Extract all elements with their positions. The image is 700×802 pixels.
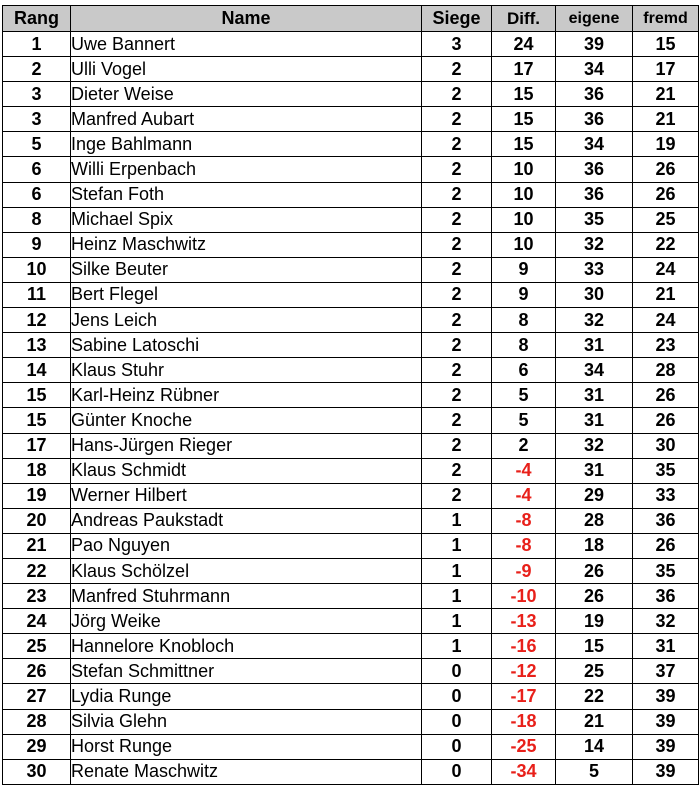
standings-table bbox=[2, 5, 699, 785]
cell-name: Jens Leich bbox=[71, 308, 422, 333]
cell-rang: 23 bbox=[3, 584, 71, 609]
cell-siege: 0 bbox=[422, 709, 492, 734]
table-row bbox=[3, 634, 699, 659]
cell-fremd: 17 bbox=[633, 57, 699, 82]
cell-siege: 2 bbox=[422, 232, 492, 257]
cell-rang: 8 bbox=[3, 207, 71, 232]
cell-fremd: 39 bbox=[633, 684, 699, 709]
header-rang: Rang bbox=[3, 6, 71, 32]
cell-rang: 25 bbox=[3, 634, 71, 659]
cell-name: Pao Nguyen bbox=[71, 533, 422, 558]
cell-eigene: 33 bbox=[556, 257, 633, 282]
cell-rang: 2 bbox=[3, 57, 71, 82]
table-row bbox=[3, 734, 699, 759]
cell-name: Inge Bahlmann bbox=[71, 132, 422, 157]
cell-fremd: 15 bbox=[633, 32, 699, 57]
header-siege: Siege bbox=[422, 6, 492, 32]
cell-diff: -4 bbox=[492, 458, 556, 483]
cell-diff: -9 bbox=[492, 558, 556, 583]
cell-fremd: 22 bbox=[633, 232, 699, 257]
cell-name: Ulli Vogel bbox=[71, 57, 422, 82]
table-row bbox=[3, 508, 699, 533]
cell-siege: 2 bbox=[422, 408, 492, 433]
cell-eigene: 28 bbox=[556, 508, 633, 533]
cell-name: Silvia Glehn bbox=[71, 709, 422, 734]
cell-diff: 24 bbox=[492, 32, 556, 57]
cell-fremd: 25 bbox=[633, 207, 699, 232]
cell-siege: 2 bbox=[422, 182, 492, 207]
cell-name: Stefan Foth bbox=[71, 182, 422, 207]
cell-fremd: 36 bbox=[633, 508, 699, 533]
cell-rang: 19 bbox=[3, 483, 71, 508]
cell-name: Michael Spix bbox=[71, 207, 422, 232]
table-row bbox=[3, 433, 699, 458]
cell-siege: 2 bbox=[422, 157, 492, 182]
table-row bbox=[3, 533, 699, 558]
cell-rang: 15 bbox=[3, 383, 71, 408]
cell-rang: 13 bbox=[3, 333, 71, 358]
cell-rang: 27 bbox=[3, 684, 71, 709]
cell-diff: -25 bbox=[492, 734, 556, 759]
cell-fremd: 35 bbox=[633, 558, 699, 583]
cell-eigene: 14 bbox=[556, 734, 633, 759]
cell-eigene: 5 bbox=[556, 759, 633, 784]
table-row bbox=[3, 333, 699, 358]
cell-eigene: 36 bbox=[556, 107, 633, 132]
header-diff: Diff. bbox=[492, 6, 556, 32]
cell-rang: 5 bbox=[3, 132, 71, 157]
cell-diff: 15 bbox=[492, 82, 556, 107]
cell-fremd: 32 bbox=[633, 609, 699, 634]
cell-siege: 1 bbox=[422, 533, 492, 558]
cell-fremd: 30 bbox=[633, 433, 699, 458]
cell-name: Heinz Maschwitz bbox=[71, 232, 422, 257]
table-row bbox=[3, 182, 699, 207]
cell-rang: 26 bbox=[3, 659, 71, 684]
cell-diff: -4 bbox=[492, 483, 556, 508]
cell-name: Uwe Bannert bbox=[71, 32, 422, 57]
cell-eigene: 25 bbox=[556, 659, 633, 684]
cell-name: Jörg Weike bbox=[71, 609, 422, 634]
cell-diff: -17 bbox=[492, 684, 556, 709]
cell-siege: 2 bbox=[422, 458, 492, 483]
cell-name: Dieter Weise bbox=[71, 82, 422, 107]
cell-fremd: 24 bbox=[633, 257, 699, 282]
cell-eigene: 31 bbox=[556, 458, 633, 483]
cell-rang: 18 bbox=[3, 458, 71, 483]
cell-name: Lydia Runge bbox=[71, 684, 422, 709]
cell-rang: 28 bbox=[3, 709, 71, 734]
cell-siege: 1 bbox=[422, 609, 492, 634]
cell-eigene: 21 bbox=[556, 709, 633, 734]
cell-name: Willi Erpenbach bbox=[71, 157, 422, 182]
cell-eigene: 39 bbox=[556, 32, 633, 57]
cell-rang: 14 bbox=[3, 358, 71, 383]
cell-siege: 0 bbox=[422, 734, 492, 759]
table-row bbox=[3, 282, 699, 307]
header-row bbox=[3, 6, 699, 32]
cell-siege: 0 bbox=[422, 759, 492, 784]
cell-fremd: 26 bbox=[633, 383, 699, 408]
cell-fremd: 21 bbox=[633, 107, 699, 132]
cell-siege: 1 bbox=[422, 634, 492, 659]
cell-siege: 2 bbox=[422, 282, 492, 307]
cell-name: Stefan Schmittner bbox=[71, 659, 422, 684]
cell-eigene: 32 bbox=[556, 232, 633, 257]
table-body bbox=[3, 32, 699, 785]
cell-fremd: 21 bbox=[633, 282, 699, 307]
table-row bbox=[3, 659, 699, 684]
cell-diff: 10 bbox=[492, 232, 556, 257]
cell-name: Bert Flegel bbox=[71, 282, 422, 307]
cell-rang: 6 bbox=[3, 157, 71, 182]
cell-name: Silke Beuter bbox=[71, 257, 422, 282]
table-row bbox=[3, 684, 699, 709]
table-row bbox=[3, 483, 699, 508]
cell-rang: 29 bbox=[3, 734, 71, 759]
table-row bbox=[3, 558, 699, 583]
cell-name: Manfred Stuhrmann bbox=[71, 584, 422, 609]
cell-diff: 10 bbox=[492, 182, 556, 207]
cell-diff: 10 bbox=[492, 207, 556, 232]
cell-rang: 22 bbox=[3, 558, 71, 583]
cell-diff: 15 bbox=[492, 132, 556, 157]
cell-name: Karl-Heinz Rübner bbox=[71, 383, 422, 408]
cell-diff: -8 bbox=[492, 508, 556, 533]
cell-siege: 2 bbox=[422, 132, 492, 157]
cell-siege: 2 bbox=[422, 358, 492, 383]
cell-diff: 10 bbox=[492, 157, 556, 182]
table-row bbox=[3, 458, 699, 483]
header-name: Name bbox=[71, 6, 422, 32]
cell-name: Horst Runge bbox=[71, 734, 422, 759]
cell-rang: 12 bbox=[3, 308, 71, 333]
cell-eigene: 26 bbox=[556, 558, 633, 583]
table-row bbox=[3, 57, 699, 82]
cell-rang: 11 bbox=[3, 282, 71, 307]
cell-diff: 9 bbox=[492, 257, 556, 282]
cell-eigene: 35 bbox=[556, 207, 633, 232]
cell-diff: 9 bbox=[492, 282, 556, 307]
cell-fremd: 24 bbox=[633, 308, 699, 333]
cell-fremd: 26 bbox=[633, 182, 699, 207]
table-row bbox=[3, 107, 699, 132]
cell-eigene: 32 bbox=[556, 308, 633, 333]
cell-eigene: 30 bbox=[556, 282, 633, 307]
cell-rang: 10 bbox=[3, 257, 71, 282]
cell-siege: 2 bbox=[422, 57, 492, 82]
cell-siege: 1 bbox=[422, 508, 492, 533]
table-row bbox=[3, 257, 699, 282]
cell-name: Werner Hilbert bbox=[71, 483, 422, 508]
cell-eigene: 34 bbox=[556, 57, 633, 82]
cell-name: Klaus Stuhr bbox=[71, 358, 422, 383]
cell-siege: 2 bbox=[422, 433, 492, 458]
cell-rang: 24 bbox=[3, 609, 71, 634]
cell-siege: 2 bbox=[422, 257, 492, 282]
cell-rang: 3 bbox=[3, 107, 71, 132]
cell-diff: 8 bbox=[492, 333, 556, 358]
cell-eigene: 31 bbox=[556, 383, 633, 408]
cell-diff: -13 bbox=[492, 609, 556, 634]
cell-diff: 6 bbox=[492, 358, 556, 383]
cell-diff: 8 bbox=[492, 308, 556, 333]
cell-eigene: 26 bbox=[556, 584, 633, 609]
cell-rang: 6 bbox=[3, 182, 71, 207]
cell-fremd: 28 bbox=[633, 358, 699, 383]
cell-name: Günter Knoche bbox=[71, 408, 422, 433]
table-row bbox=[3, 32, 699, 57]
cell-rang: 3 bbox=[3, 82, 71, 107]
cell-name: Klaus Schölzel bbox=[71, 558, 422, 583]
cell-diff: 15 bbox=[492, 107, 556, 132]
cell-eigene: 36 bbox=[556, 82, 633, 107]
cell-eigene: 19 bbox=[556, 609, 633, 634]
table-row bbox=[3, 709, 699, 734]
cell-rang: 9 bbox=[3, 232, 71, 257]
cell-diff: -18 bbox=[492, 709, 556, 734]
cell-diff: 17 bbox=[492, 57, 556, 82]
cell-rang: 17 bbox=[3, 433, 71, 458]
cell-name: Hannelore Knobloch bbox=[71, 634, 422, 659]
cell-eigene: 34 bbox=[556, 358, 633, 383]
table-row bbox=[3, 157, 699, 182]
cell-diff: -34 bbox=[492, 759, 556, 784]
table-row bbox=[3, 383, 699, 408]
cell-siege: 0 bbox=[422, 659, 492, 684]
table-row bbox=[3, 408, 699, 433]
cell-fremd: 26 bbox=[633, 533, 699, 558]
cell-diff: 2 bbox=[492, 433, 556, 458]
cell-name: Renate Maschwitz bbox=[71, 759, 422, 784]
cell-siege: 2 bbox=[422, 383, 492, 408]
cell-eigene: 36 bbox=[556, 182, 633, 207]
cell-siege: 3 bbox=[422, 32, 492, 57]
cell-diff: -10 bbox=[492, 584, 556, 609]
cell-fremd: 26 bbox=[633, 408, 699, 433]
cell-diff: -8 bbox=[492, 533, 556, 558]
table-row bbox=[3, 358, 699, 383]
cell-eigene: 29 bbox=[556, 483, 633, 508]
cell-fremd: 21 bbox=[633, 82, 699, 107]
cell-siege: 2 bbox=[422, 82, 492, 107]
table-row bbox=[3, 609, 699, 634]
cell-eigene: 18 bbox=[556, 533, 633, 558]
cell-fremd: 39 bbox=[633, 734, 699, 759]
cell-eigene: 34 bbox=[556, 132, 633, 157]
cell-rang: 1 bbox=[3, 32, 71, 57]
cell-name: Andreas Paukstadt bbox=[71, 508, 422, 533]
cell-eigene: 32 bbox=[556, 433, 633, 458]
cell-siege: 1 bbox=[422, 558, 492, 583]
cell-siege: 0 bbox=[422, 684, 492, 709]
cell-fremd: 39 bbox=[633, 759, 699, 784]
cell-diff: -12 bbox=[492, 659, 556, 684]
cell-fremd: 31 bbox=[633, 634, 699, 659]
cell-fremd: 35 bbox=[633, 458, 699, 483]
cell-fremd: 23 bbox=[633, 333, 699, 358]
cell-diff: -16 bbox=[492, 634, 556, 659]
cell-eigene: 31 bbox=[556, 333, 633, 358]
cell-name: Sabine Latoschi bbox=[71, 333, 422, 358]
cell-siege: 2 bbox=[422, 483, 492, 508]
table-row bbox=[3, 308, 699, 333]
table-row bbox=[3, 232, 699, 257]
table-row bbox=[3, 82, 699, 107]
cell-name: Manfred Aubart bbox=[71, 107, 422, 132]
cell-name: Hans-Jürgen Rieger bbox=[71, 433, 422, 458]
cell-siege: 2 bbox=[422, 308, 492, 333]
cell-siege: 2 bbox=[422, 207, 492, 232]
cell-diff: 5 bbox=[492, 383, 556, 408]
header-fremd: fremd bbox=[633, 6, 699, 32]
cell-fremd: 37 bbox=[633, 659, 699, 684]
cell-fremd: 36 bbox=[633, 584, 699, 609]
cell-eigene: 22 bbox=[556, 684, 633, 709]
cell-eigene: 36 bbox=[556, 157, 633, 182]
table-row bbox=[3, 207, 699, 232]
cell-eigene: 15 bbox=[556, 634, 633, 659]
table-row bbox=[3, 132, 699, 157]
cell-rang: 15 bbox=[3, 408, 71, 433]
cell-fremd: 39 bbox=[633, 709, 699, 734]
table-row bbox=[3, 759, 699, 784]
cell-fremd: 33 bbox=[633, 483, 699, 508]
cell-name: Klaus Schmidt bbox=[71, 458, 422, 483]
header-eigene: eigene bbox=[556, 6, 633, 32]
cell-rang: 21 bbox=[3, 533, 71, 558]
cell-rang: 30 bbox=[3, 759, 71, 784]
cell-fremd: 19 bbox=[633, 132, 699, 157]
cell-fremd: 26 bbox=[633, 157, 699, 182]
cell-rang: 20 bbox=[3, 508, 71, 533]
cell-eigene: 31 bbox=[556, 408, 633, 433]
table-row bbox=[3, 584, 699, 609]
cell-siege: 1 bbox=[422, 584, 492, 609]
cell-diff: 5 bbox=[492, 408, 556, 433]
cell-siege: 2 bbox=[422, 107, 492, 132]
cell-siege: 2 bbox=[422, 333, 492, 358]
table-header bbox=[3, 6, 699, 32]
